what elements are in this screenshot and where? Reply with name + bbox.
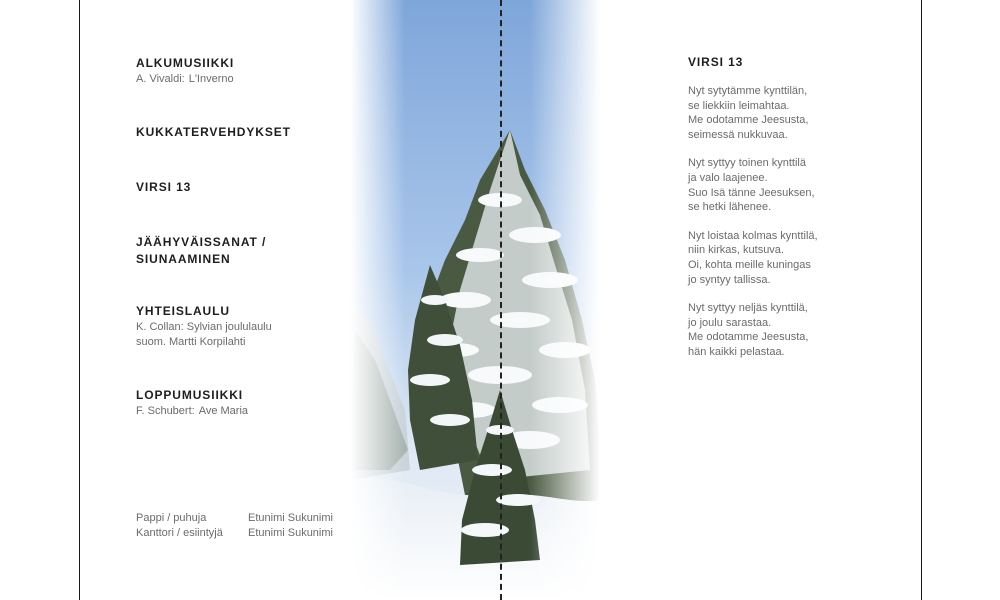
lyric-line: niin kirkas, kutsuva. (688, 244, 784, 257)
hymn-stanza (688, 84, 888, 142)
program-detail-line: K. Collan: Sylvian joululaulu (136, 321, 272, 333)
program-item-hymn (136, 179, 366, 196)
lyric-line: jo syntyy tallissa. (688, 273, 771, 286)
program-item-opening-music (136, 55, 366, 87)
program-heading-line: JÄÄHYVÄISSANAT / (136, 235, 267, 249)
lyric-line: se hetki lähenee. (688, 201, 772, 214)
program-item-sing-along (136, 303, 366, 350)
credit-name: Etunimi Sukunimi (248, 512, 333, 524)
lyric-line: hän kaikki pelastaa. (688, 345, 785, 358)
program-heading: LOPPUMUSIIKKI (136, 388, 244, 402)
lyric-line: ja valo laajenee. (688, 171, 768, 184)
program-detail (136, 404, 366, 419)
lyric-line: Nyt syttyy toinen kynttilä (688, 157, 806, 170)
credits (136, 511, 333, 541)
program-item-closing-music (136, 387, 366, 419)
program-detail-line: suom. Martti Korpilahti (136, 336, 246, 348)
work-title: Ave Maria (198, 405, 249, 417)
lyric-line: Nyt sytytämme kynttilän, (688, 85, 808, 97)
hymn-stanza (688, 229, 888, 287)
composer: A. Vivaldi: (136, 73, 185, 85)
program-heading: VIRSI 13 (136, 180, 192, 194)
credit-role: Kanttori / esiintyjä (136, 527, 223, 539)
hymn-title: VIRSI 13 (688, 55, 744, 69)
memorial-program-sheet (79, 0, 922, 600)
program-heading: ALKUMUSIIKKI (136, 56, 235, 70)
lyric-line: seimessä nukkuvaa. (688, 128, 788, 141)
lyric-line: Me odotamme Jeesusta, (688, 331, 809, 344)
lyric-line: Nyt syttyy neljäs kynttilä, (688, 302, 808, 315)
lyric-line: se liekkiin leimahtaa. (688, 99, 790, 112)
program-item-flower-greetings (136, 124, 366, 141)
winter-forest-photo (350, 0, 600, 600)
program-item-farewell-blessing (136, 234, 366, 268)
fold-line (500, 0, 502, 600)
lyric-line: jo joulu sarastaa. (688, 316, 772, 329)
program-heading-line: SIUNAAMINEN (136, 252, 231, 266)
program-heading: YHTEISLAULU (136, 304, 230, 318)
hymn-stanza (688, 301, 888, 359)
work-title: L'Inverno (188, 73, 234, 85)
program-heading: KUKKATERVEHDYKSET (136, 125, 291, 139)
credit-row (136, 511, 333, 526)
lyric-line: Suo Isä tänne Jeesuksen, (688, 186, 815, 199)
credit-role: Pappi / puhuja (136, 512, 207, 524)
hymn-lyrics (688, 54, 888, 374)
credit-row (136, 526, 333, 541)
program-detail (136, 72, 366, 87)
composer: F. Schubert: (136, 405, 195, 417)
lyric-line: Oi, kohta meille kuningas (688, 258, 811, 271)
hymn-stanza (688, 156, 888, 214)
lyric-line: Nyt loistaa kolmas kynttilä, (688, 229, 818, 242)
credit-name: Etunimi Sukunimi (248, 527, 333, 539)
lyric-line: Me odotamme Jeesusta, (688, 114, 809, 127)
